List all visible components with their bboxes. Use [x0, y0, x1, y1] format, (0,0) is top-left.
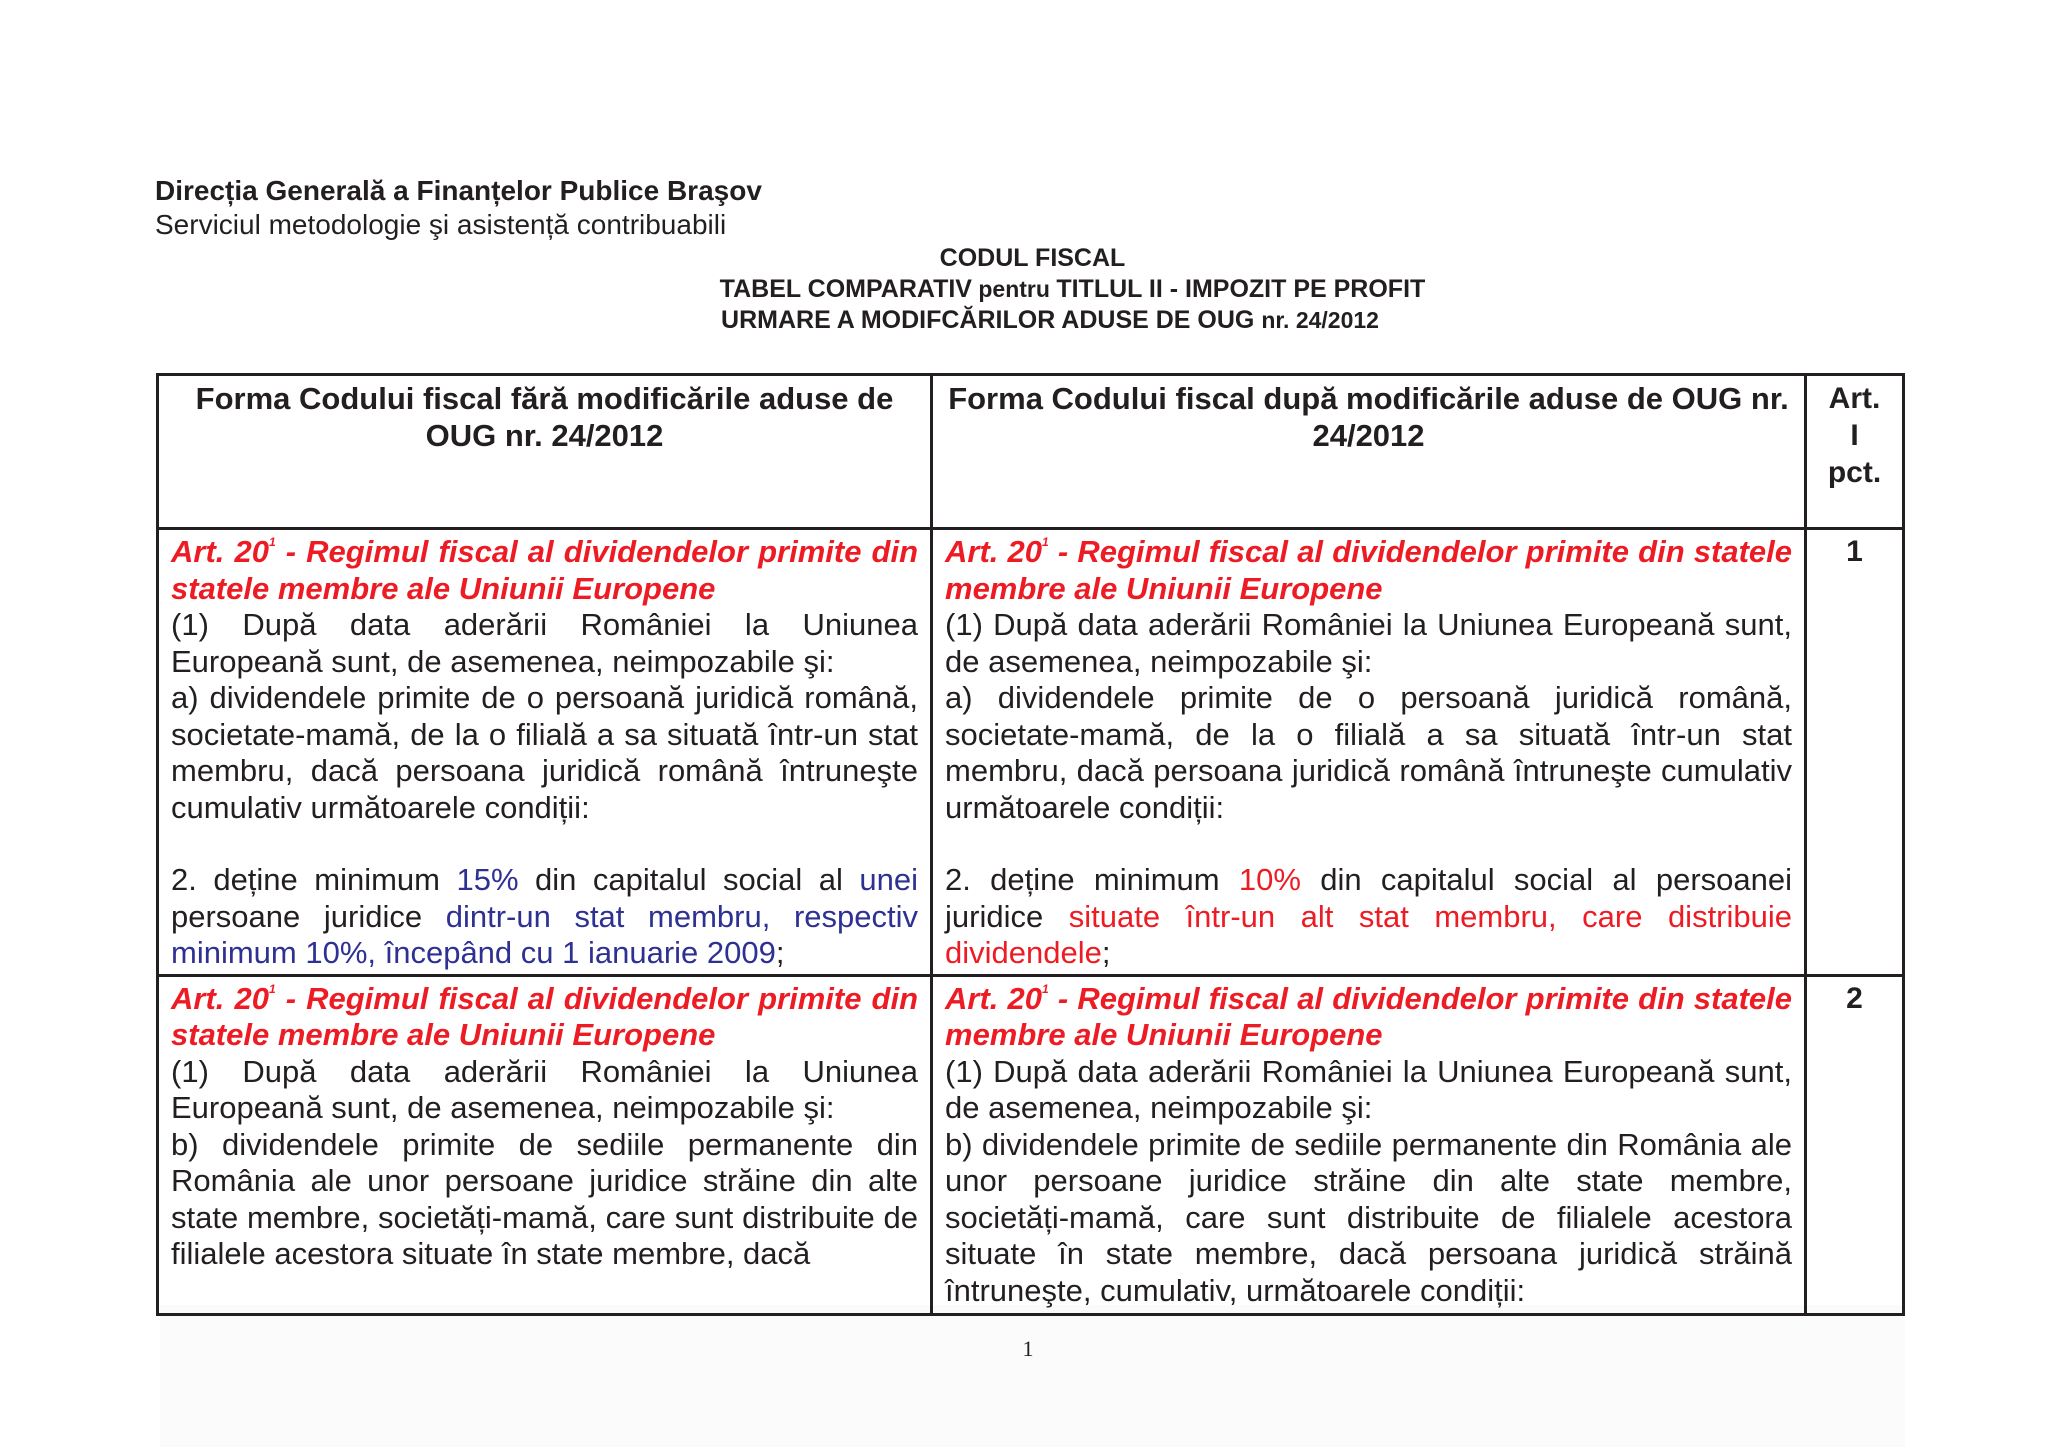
table-row — [158, 529, 1904, 976]
paragraph: 2. deține minimum 10% din capitalul social al persoanei juridice situate într-un alt stat membru, care distribuie dividendele; — [945, 862, 1793, 970]
article-title: Art. $20^1$ - Regimul fiscal al dividendelor primite din statele membre ale Uniunii Europene — [171, 980, 919, 1052]
paragraph: (1) După data aderării României la Uniunea Europeană sunt, de asemenea, neimpozabile şi: — [945, 607, 1792, 679]
header-pct-label: Art. I pct. — [1827, 382, 1882, 489]
paragraph: (1) După data aderării României la Uniunea Europeană sunt, de asemenea, neimpozabile şi: — [171, 1053, 918, 1125]
comparison-table — [156, 373, 1905, 1316]
cell-after — [932, 529, 1806, 976]
title-amendments-b: nr. 24/2012 — [1261, 307, 1379, 333]
paragraph: (1) După data aderării României la Uniunea Europeană sunt, de asemenea, neimpozabile şi: — [945, 1053, 1792, 1125]
title-comparative-c: TITLUL II - IMPOZIT PE PROFIT — [1056, 275, 1426, 303]
title-comparative — [155, 274, 1905, 305]
paragraph: a) dividendele primite de o persoană juridică română, societate-mamă, de la o filială a sa situată într-un stat membru, dacă persoana juridică română întruneşte cumulativ următoarele condiții: — [171, 680, 918, 825]
organization-service: Serviciul metodologie şi asistență contribuabili — [155, 209, 727, 240]
title-comparative-b: pentru — [971, 276, 1057, 302]
cell-before — [158, 529, 932, 976]
title-comparative-a: TABEL COMPARATIV — [719, 275, 972, 303]
pct-number: 2 — [1806, 975, 1904, 1314]
title-amendments — [155, 305, 1905, 336]
paragraph: 2. deține minimum 15% din capitalul social al unei persoane juridice dintr-un stat membru, respectiv minimum 10%, începând cu 1 ianuarie 2009; — [171, 862, 919, 970]
article-title: Art. $20^1$ - Regimul fiscal al dividendelor primite din statele membre ale Uniunii Europene — [945, 534, 1793, 606]
header-after: Forma Codului fiscal după modificările aduse de OUG nr. 24/2012 — [932, 375, 1806, 529]
page-number: 1 — [1022, 1336, 1034, 1361]
paragraph: b) dividendele primite de sediile permanente din România ale unor persoane juridice străine din alte state membre, societăți-mamă, care sunt distribuite de filialele acestora situate în state membre, dacă — [171, 1126, 918, 1271]
header-before: Forma Codului fiscal fără modificările aduse de OUG nr. 24/2012 — [158, 375, 932, 529]
paragraph: b) dividendele primite de sediile permanente din România ale unor persoane juridice străine din alte state membre, societăți-mamă, care sunt distribuite de filialele acestora situate în state membre, dacă persoana juridică străină întruneşte, cumulativ, următoarele condiții: — [945, 1126, 1792, 1308]
table-row — [158, 975, 1904, 1314]
cell-before — [158, 975, 932, 1314]
title-amendments-a: URMARE A MODIFCĂRILOR ADUSE DE OUG — [721, 306, 1262, 334]
article-title: Art. $20^1$ - Regimul fiscal al dividendelor primite din statele membre ale Uniunii Europene — [945, 980, 1793, 1052]
page-bottom-area — [160, 1305, 1905, 1447]
pct-number: 1 — [1806, 529, 1904, 976]
cell-after — [932, 975, 1806, 1314]
table-header-row — [158, 375, 1904, 529]
document-header — [155, 174, 1905, 336]
header-pct — [1806, 375, 1904, 529]
article-title: Art. $20^1$ - Regimul fiscal al dividendelor primite din statele membre ale Uniunii Europene — [171, 534, 919, 606]
organization-name: Direcția Generală a Finanțelor Publice Braşov — [155, 175, 762, 206]
document-titles — [155, 243, 1905, 336]
paragraph: a) dividendele primite de o persoană juridică română, societate-mamă, de la o filială a sa situată într-un stat membru, dacă persoana juridică română întruneşte cumulativ următoarele condiții: — [945, 680, 1792, 825]
title-code: CODUL FISCAL — [939, 244, 1126, 272]
paragraph: (1) După data aderării României la Uniunea Europeană sunt, de asemenea, neimpozabile şi: — [171, 607, 918, 679]
